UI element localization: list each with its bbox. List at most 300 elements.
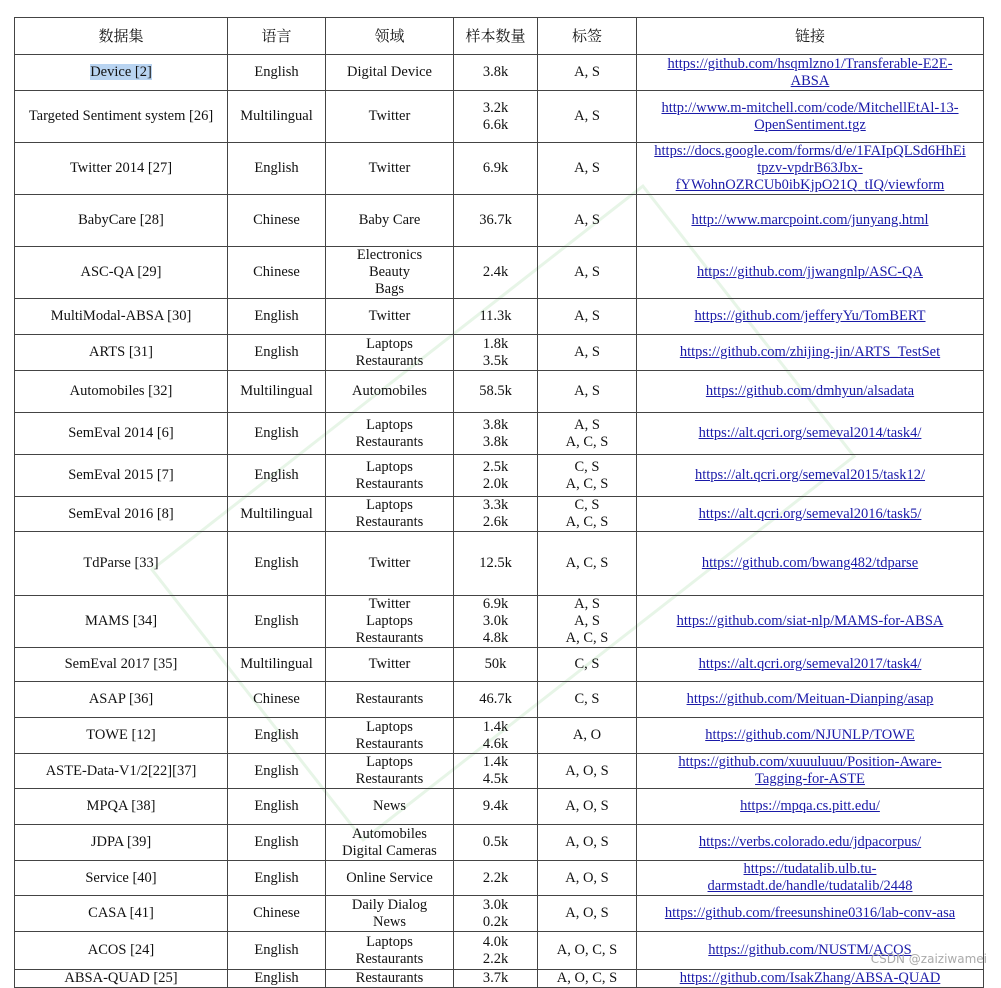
dataset-link[interactable] (640, 100, 980, 134)
header-language: 语言 (228, 18, 326, 55)
dataset-name: ACOS [24] (87, 942, 155, 958)
table-row (15, 596, 984, 648)
labels-cell (538, 532, 637, 596)
language-cell: English (228, 861, 326, 896)
language-cell: English (228, 596, 326, 648)
link-line: https://github.com/IsakZhang/ABSA-QUAD (679, 970, 941, 986)
link-line: fYWohnOZRCUb0ibKjpO21Q_tIQ/viewform (675, 177, 945, 193)
table-row (15, 754, 984, 789)
domain-line: Restaurants (355, 950, 424, 967)
dataset-cell (15, 754, 228, 789)
link-cell (637, 371, 984, 413)
domain-cell (326, 718, 454, 754)
labels-cell (538, 247, 637, 299)
labels-cell (538, 497, 637, 532)
labels-cell (538, 413, 637, 455)
labels-line: A, O (572, 727, 602, 743)
domain-cell (326, 195, 454, 247)
size-line: 4.8k (482, 630, 509, 646)
labels-line: A, O, S (565, 834, 609, 850)
size-cell (454, 970, 538, 988)
dataset-cell (15, 682, 228, 718)
domain-line: Twitter (368, 656, 411, 672)
link-cell (637, 896, 984, 932)
dataset-name: SemEval 2015 [7] (68, 467, 174, 483)
size-line: 4.5k (482, 771, 509, 787)
table-row (15, 861, 984, 896)
dataset-link[interactable] (640, 861, 980, 895)
size-cell (454, 596, 538, 648)
labels-line: A, S (574, 416, 600, 433)
dataset-cell (15, 789, 228, 825)
table-row (15, 532, 984, 596)
language-cell: English (228, 55, 326, 91)
domain-line: Beauty (368, 264, 411, 280)
domain-line: Restaurants (355, 433, 424, 450)
size-cell (454, 335, 538, 371)
labels-line: C, S (574, 497, 600, 513)
table-row (15, 896, 984, 932)
domain-cell (326, 789, 454, 825)
domain-line: Restaurants (355, 970, 424, 986)
link-line: https://alt.qcri.org/semeval2015/task12/ (694, 467, 926, 483)
dataset-link[interactable] (640, 506, 980, 523)
link-cell (637, 825, 984, 861)
size-line: 3.5k (482, 352, 509, 369)
domain-line: Restaurants (355, 475, 424, 492)
dataset-cell (15, 55, 228, 91)
language-cell: English (228, 825, 326, 861)
language-cell: Chinese (228, 896, 326, 932)
labels-cell (538, 789, 637, 825)
dataset-link[interactable] (640, 425, 980, 442)
dataset-cell (15, 413, 228, 455)
domain-line: Restaurants (355, 514, 424, 530)
labels-cell (538, 970, 637, 988)
domain-line: Twitter (368, 160, 411, 176)
domain-line: Twitter (368, 555, 411, 571)
table-row (15, 91, 984, 143)
labels-cell (538, 932, 637, 970)
labels-line: A, O, S (565, 798, 609, 814)
size-line: 3.7k (482, 970, 509, 986)
language-cell: English (228, 143, 326, 195)
domain-line: Bags (375, 281, 404, 297)
language-cell: English (228, 789, 326, 825)
header-labels: 标签 (538, 18, 637, 55)
size-cell (454, 718, 538, 754)
domain-line: Laptops (366, 933, 413, 950)
link-line: https://github.com/xuuuluuu/Position-Aware- (678, 754, 942, 770)
table-row (15, 648, 984, 682)
dataset-link[interactable] (640, 555, 980, 572)
size-line: 6.9k (482, 160, 509, 176)
dataset-cell (15, 861, 228, 896)
dataset-name: ARTS [31] (89, 344, 153, 360)
domain-line: Automobiles (352, 825, 427, 842)
table-row (15, 682, 984, 718)
size-line: 2.4k (482, 264, 509, 280)
link-cell (637, 648, 984, 682)
domain-line: Automobiles (352, 383, 427, 399)
labels-line: A, C, S (565, 555, 609, 571)
language-cell: Multilingual (228, 91, 326, 143)
labels-line: A, S (574, 383, 600, 399)
size-cell (454, 648, 538, 682)
size-line: 2.2k (482, 950, 509, 967)
labels-cell (538, 455, 637, 497)
domain-line: News (372, 913, 407, 930)
link-line: Tagging-for-ASTE (755, 771, 865, 787)
dataset-name: Targeted Sentiment system [26] (28, 108, 214, 124)
dataset-link[interactable] (640, 834, 980, 851)
header-link: 链接 (637, 18, 984, 55)
language-cell: English (228, 754, 326, 789)
dataset-cell (15, 648, 228, 682)
dataset-cell (15, 455, 228, 497)
domain-cell (326, 455, 454, 497)
domain-line: Laptops (366, 416, 413, 433)
language-cell: English (228, 532, 326, 596)
domain-cell (326, 143, 454, 195)
domain-line: Twitter (368, 108, 411, 124)
domain-line: Restaurants (355, 630, 424, 646)
language-cell: English (228, 932, 326, 970)
labels-line: A, S (574, 264, 600, 280)
link-cell (637, 789, 984, 825)
domain-line: Laptops (366, 754, 413, 770)
size-line: 6.6k (482, 116, 509, 133)
size-cell (454, 455, 538, 497)
table-row (15, 335, 984, 371)
size-cell (454, 825, 538, 861)
header-row (15, 18, 984, 55)
dataset-cell (15, 91, 228, 143)
size-cell (454, 413, 538, 455)
domain-cell (326, 861, 454, 896)
labels-cell (538, 371, 637, 413)
labels-line: A, C, S (565, 630, 609, 646)
domain-cell (326, 596, 454, 648)
dataset-cell (15, 896, 228, 932)
size-line: 2.0k (482, 475, 509, 492)
link-line: https://github.com/NJUNLP/TOWE (705, 727, 915, 743)
dataset-link[interactable] (640, 264, 980, 281)
link-line: https://github.com/freesunshine0316/lab-conv-asa (664, 905, 956, 921)
size-line: 4.6k (482, 735, 509, 752)
domain-line: News (372, 798, 407, 814)
domain-line: Laptops (366, 335, 413, 352)
size-line: 9.4k (482, 798, 509, 814)
dataset-name: CASA [41] (88, 905, 154, 921)
size-line: 58.5k (479, 383, 512, 399)
table-body (15, 55, 984, 988)
link-cell (637, 335, 984, 371)
dataset-link[interactable] (640, 383, 980, 400)
labels-line: A, C, S (565, 475, 609, 492)
link-line: OpenSentiment.tgz (754, 116, 866, 133)
size-cell (454, 682, 538, 718)
size-line: 2.2k (482, 869, 509, 886)
dataset-name: ASC-QA [29] (80, 264, 162, 280)
size-cell (454, 896, 538, 932)
dataset-link[interactable] (640, 656, 980, 673)
dataset-name: ASAP [36] (88, 691, 154, 707)
labels-cell (538, 718, 637, 754)
labels-line: C, S (574, 691, 600, 707)
dataset-name: Service [40] (85, 869, 157, 886)
size-cell (454, 91, 538, 143)
labels-cell (538, 335, 637, 371)
domain-cell (326, 682, 454, 718)
link-line: https://github.com/jefferyYu/TomBERT (694, 308, 926, 324)
labels-cell (538, 91, 637, 143)
table-row (15, 970, 984, 988)
labels-cell (538, 648, 637, 682)
domain-line: Restaurants (355, 771, 424, 787)
size-line: 50k (484, 656, 507, 672)
link-cell (637, 91, 984, 143)
link-line: http://www.marcpoint.com/junyang.html (691, 212, 929, 228)
domain-line: Laptops (366, 458, 413, 475)
link-line: https://alt.qcri.org/semeval2016/task5/ (698, 505, 922, 522)
labels-cell (538, 596, 637, 648)
dataset-name: ASTE-Data-V1/2[22][37] (45, 762, 197, 779)
link-line: http://www.m-mitchell.com/code/MitchellEtAl-13- (661, 99, 959, 116)
table-row (15, 932, 984, 970)
labels-cell (538, 861, 637, 896)
labels-cell (538, 299, 637, 335)
size-line: 36.7k (479, 212, 512, 228)
dataset-cell (15, 932, 228, 970)
domain-line: Twitter (368, 308, 411, 324)
dataset-link[interactable] (640, 754, 980, 788)
link-line: https://verbs.colorado.edu/jdpacorpus/ (698, 834, 922, 850)
domain-cell (326, 55, 454, 91)
link-line: https://docs.google.com/forms/d/e/1FAIpQLSd6HhEi (654, 143, 966, 159)
labels-cell (538, 754, 637, 789)
labels-cell (538, 896, 637, 932)
link-cell (637, 299, 984, 335)
table-row (15, 718, 984, 754)
dataset-link[interactable] (640, 727, 980, 744)
link-line: tpzv-vpdrB63Jbx- (757, 160, 863, 176)
dataset-link[interactable] (640, 344, 980, 361)
labels-line: A, O, S (565, 869, 609, 886)
link-line: darmstadt.de/handle/tudatalib/2448 (707, 878, 913, 894)
labels-line: C, S (574, 458, 600, 475)
dataset-cell (15, 299, 228, 335)
dataset-name: TdParse [33] (83, 555, 159, 571)
domain-cell (326, 413, 454, 455)
dataset-cell (15, 825, 228, 861)
labels-line: A, S (574, 344, 600, 360)
domain-line: Laptops (366, 613, 413, 629)
link-cell (637, 247, 984, 299)
language-cell: Multilingual (228, 497, 326, 532)
dataset-cell (15, 371, 228, 413)
link-cell (637, 682, 984, 718)
dataset-link[interactable] (640, 467, 980, 484)
csdn-watermark: CSDN @zaiziwamei (870, 952, 987, 966)
language-cell: English (228, 299, 326, 335)
link-line: https://mpqa.cs.pitt.edu/ (740, 798, 880, 814)
table-row (15, 455, 984, 497)
link-line: https://github.com/jjwangnlp/ASC-QA (697, 264, 923, 280)
size-line: 1.8k (482, 335, 509, 352)
dataset-name: ABSA-QUAD [25] (64, 970, 178, 986)
domain-line: Laptops (366, 497, 413, 513)
size-cell (454, 371, 538, 413)
size-line: 3.3k (482, 497, 509, 513)
domain-line: Restaurants (355, 352, 424, 369)
dataset-link[interactable] (640, 56, 980, 90)
language-cell: Chinese (228, 195, 326, 247)
labels-line: A, C, S (565, 514, 609, 530)
link-cell (637, 455, 984, 497)
domain-line: Baby Care (358, 212, 421, 228)
size-cell (454, 195, 538, 247)
domain-line: Online Service (346, 869, 433, 886)
domain-cell (326, 896, 454, 932)
size-line: 0.2k (482, 913, 509, 930)
labels-line: A, S (574, 160, 600, 176)
dataset-link[interactable] (640, 691, 980, 708)
size-line: 3.0k (482, 613, 509, 629)
dataset-cell (15, 143, 228, 195)
domain-line: Restaurants (355, 735, 424, 752)
table-row (15, 55, 984, 91)
link-line: ABSA (790, 72, 830, 89)
domain-line: Daily Dialog (351, 896, 428, 913)
table-row (15, 195, 984, 247)
labels-cell (538, 825, 637, 861)
domain-cell (326, 247, 454, 299)
domain-cell (326, 299, 454, 335)
language-cell: Chinese (228, 247, 326, 299)
language-cell: English (228, 335, 326, 371)
dataset-cell (15, 532, 228, 596)
link-line: https://github.com/hsqmlzno1/Transferable-E2E- (667, 55, 953, 72)
link-cell (637, 143, 984, 195)
header-size: 样本数量 (454, 18, 538, 55)
size-line: 1.4k (482, 718, 509, 735)
labels-line: A, C, S (565, 433, 609, 450)
size-line: 3.8k (482, 64, 509, 80)
size-cell (454, 861, 538, 896)
size-cell (454, 497, 538, 532)
link-line: https://tudatalib.ulb.tu- (743, 861, 877, 877)
size-cell (454, 932, 538, 970)
domain-cell (326, 371, 454, 413)
dataset-link[interactable] (640, 970, 980, 987)
labels-line: A, S (574, 596, 600, 612)
size-line: 6.9k (482, 596, 509, 612)
table-row (15, 825, 984, 861)
labels-line: A, S (574, 64, 600, 80)
domain-line: Electronics (356, 247, 423, 263)
dataset-name: MAMS [34] (84, 613, 158, 629)
size-line: 3.2k (482, 99, 509, 116)
labels-line: A, S (574, 108, 600, 124)
header-dataset: 数据集 (15, 18, 228, 55)
table-row (15, 143, 984, 195)
size-line: 2.5k (482, 458, 509, 475)
size-cell (454, 754, 538, 789)
size-line: 2.6k (482, 514, 509, 530)
dataset-name: Automobiles [32] (69, 383, 173, 399)
size-cell (454, 55, 538, 91)
dataset-name: BabyCare [28] (78, 212, 164, 228)
table-row (15, 789, 984, 825)
table-row (15, 299, 984, 335)
size-line: 4.0k (482, 933, 509, 950)
link-line: https://github.com/zhijing-jin/ARTS_TestSet (679, 344, 941, 360)
link-line: https://alt.qcri.org/semeval2014/task4/ (698, 425, 922, 441)
table-row (15, 413, 984, 455)
link-cell (637, 718, 984, 754)
dataset-link[interactable] (640, 905, 980, 922)
table-row (15, 371, 984, 413)
link-cell (637, 55, 984, 91)
labels-cell (538, 682, 637, 718)
domain-line: Digital Device (347, 64, 432, 80)
dataset-link[interactable] (640, 212, 980, 229)
dataset-name: SemEval 2017 [35] (64, 656, 178, 672)
language-cell: English (228, 413, 326, 455)
dataset-link[interactable] (640, 308, 980, 325)
dataset-cell (15, 970, 228, 988)
link-line: https://github.com/siat-nlp/MAMS-for-ABSA (676, 613, 944, 629)
dataset-name: Device [2] (90, 64, 152, 80)
link-line: https://github.com/bwang482/tdparse (701, 555, 919, 571)
domain-cell (326, 532, 454, 596)
link-line: https://alt.qcri.org/semeval2017/task4/ (698, 656, 922, 672)
size-line: 0.5k (482, 834, 509, 850)
domain-cell (326, 970, 454, 988)
dataset-link[interactable] (640, 613, 980, 630)
size-cell (454, 143, 538, 195)
link-cell (637, 861, 984, 896)
domain-cell (326, 825, 454, 861)
domain-line: Twitter (368, 596, 411, 612)
size-cell (454, 247, 538, 299)
dataset-cell (15, 596, 228, 648)
size-cell (454, 299, 538, 335)
labels-line: A, O, C, S (556, 970, 618, 986)
size-line: 1.4k (482, 754, 509, 770)
dataset-link[interactable] (640, 798, 980, 815)
domain-cell (326, 932, 454, 970)
dataset-link[interactable] (640, 143, 980, 194)
domain-line: Digital Cameras (342, 842, 437, 859)
link-cell (637, 497, 984, 532)
size-cell (454, 789, 538, 825)
size-line: 3.8k (482, 433, 509, 450)
labels-line: A, O, S (565, 905, 609, 921)
labels-line: A, S (574, 308, 600, 324)
link-cell (637, 532, 984, 596)
link-cell (637, 596, 984, 648)
dataset-cell (15, 497, 228, 532)
dataset-name: TOWE [12] (86, 727, 156, 743)
labels-cell (538, 55, 637, 91)
link-cell (637, 754, 984, 789)
labels-cell (538, 195, 637, 247)
link-line: https://github.com/NUSTM/ACOS (708, 942, 912, 958)
domain-cell (326, 497, 454, 532)
domain-line: Laptops (366, 718, 413, 735)
